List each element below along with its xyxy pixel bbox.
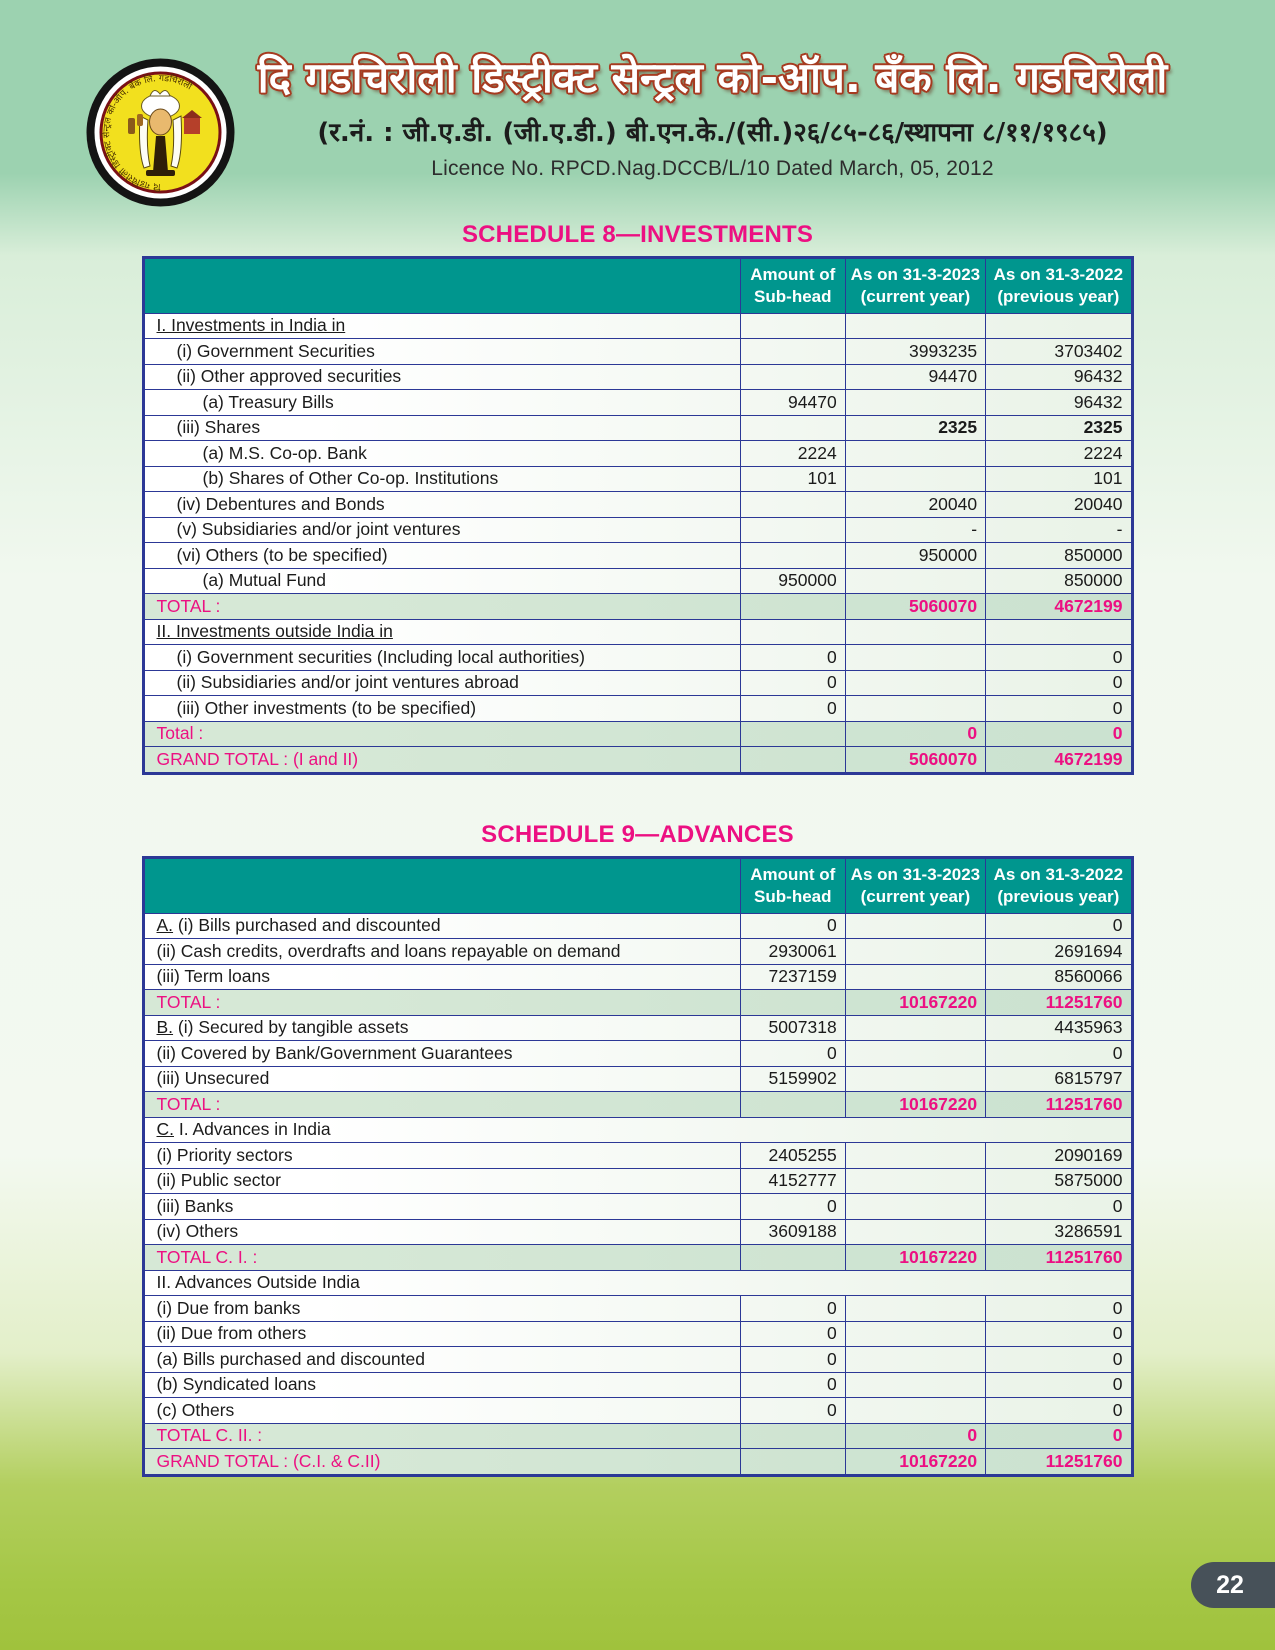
previous-year-cell: 0 [986, 670, 1132, 696]
row-label-cell: C. I. Advances in India [143, 1117, 1132, 1143]
table-header-row [143, 257, 1132, 313]
amount-subhead-cell [740, 990, 845, 1016]
amount-subhead-cell: 5159902 [740, 1066, 845, 1092]
current-year-cell [845, 568, 985, 594]
amount-subhead-cell: 0 [740, 1321, 845, 1347]
bank-licence-line: Licence No. RPCD.Nag.DCCB/L/10 Dated March, 05, 2012 [431, 156, 994, 180]
column-header: As on 31-3-2022 (previous year) [986, 257, 1132, 313]
current-year-cell [845, 1347, 985, 1373]
amount-subhead-cell [740, 594, 845, 620]
table-row [143, 364, 1132, 390]
previous-year-cell: 101 [986, 466, 1132, 492]
amount-subhead-cell [740, 721, 845, 747]
table-row [143, 1347, 1132, 1373]
previous-year-cell: 3703402 [986, 339, 1132, 365]
current-year-cell: 5060070 [845, 594, 985, 620]
table-row [143, 594, 1132, 620]
current-year-cell: 2325 [845, 415, 985, 441]
current-year-cell [845, 1143, 985, 1169]
row-label-cell: GRAND TOTAL : (C.I. & C.II) [143, 1449, 740, 1476]
previous-year-cell: 0 [986, 645, 1132, 671]
amount-subhead-cell [740, 1092, 845, 1118]
table-row [143, 339, 1132, 365]
current-year-cell [845, 1219, 985, 1245]
table-row [143, 466, 1132, 492]
amount-subhead-cell: 5007318 [740, 1015, 845, 1041]
table-row [143, 1423, 1132, 1449]
amount-subhead-cell [740, 1423, 845, 1449]
previous-year-cell: 11251760 [986, 990, 1132, 1016]
table-row [143, 568, 1132, 594]
amount-subhead-cell: 0 [740, 1347, 845, 1373]
previous-year-cell: - [986, 517, 1132, 543]
amount-subhead-cell: 0 [740, 1296, 845, 1322]
table-row [143, 1449, 1132, 1476]
table-row [143, 1143, 1132, 1169]
amount-subhead-cell: 2405255 [740, 1143, 845, 1169]
previous-year-cell: 850000 [986, 543, 1132, 569]
amount-subhead-cell: 0 [740, 1041, 845, 1067]
row-label-cell: TOTAL : [143, 1092, 740, 1118]
table-row [143, 1015, 1132, 1041]
table-header-row [143, 857, 1132, 913]
current-year-cell [845, 964, 985, 990]
previous-year-cell [986, 619, 1132, 645]
previous-year-cell: 6815797 [986, 1066, 1132, 1092]
page-number-badge [1191, 1562, 1275, 1608]
amount-subhead-cell [740, 339, 845, 365]
previous-year-cell: 0 [986, 696, 1132, 722]
previous-year-cell: 4435963 [986, 1015, 1132, 1041]
row-label-cell: (ii) Other approved securities [143, 364, 740, 390]
row-label-cell: (vi) Others (to be specified) [143, 543, 740, 569]
current-year-cell: 10167220 [845, 990, 985, 1016]
previous-year-cell: 0 [986, 1398, 1132, 1424]
row-label-cell: (i) Government Securities [143, 339, 740, 365]
table-row [143, 441, 1132, 467]
previous-year-cell [986, 313, 1132, 339]
row-label-cell: (a) Bills purchased and discounted [143, 1347, 740, 1373]
current-year-cell [845, 645, 985, 671]
row-label-cell: (iii) Unsecured [143, 1066, 740, 1092]
table-row [143, 964, 1132, 990]
amount-subhead-cell [740, 1245, 845, 1271]
current-year-cell [845, 1321, 985, 1347]
svg-text:दि गडचिरोली डिस्ट्रीक्ट सेन्ट्: दि गडचिरोली डिस्ट्रीक्ट सेन्ट्रल को-ऑप. बँक लि. गडचिरोली [102, 73, 194, 192]
previous-year-cell: 0 [986, 1423, 1132, 1449]
table-row [143, 1270, 1132, 1296]
amount-subhead-cell: 94470 [740, 390, 845, 416]
bank-emblem-graphic [84, 56, 237, 209]
row-label-cell: (ii) Public sector [143, 1168, 740, 1194]
previous-year-cell: 0 [986, 913, 1132, 939]
row-label-cell: TOTAL : [143, 594, 740, 620]
column-header: Amount of Sub-head [740, 257, 845, 313]
current-year-cell: 0 [845, 1423, 985, 1449]
current-year-cell: 20040 [845, 492, 985, 518]
page-number: 22 [1216, 1570, 1244, 1599]
amount-subhead-cell: 0 [740, 913, 845, 939]
table-row [143, 1398, 1132, 1424]
amount-subhead-cell: 2930061 [740, 939, 845, 965]
previous-year-cell: 2224 [986, 441, 1132, 467]
row-label-cell: TOTAL : [143, 990, 740, 1016]
current-year-cell [845, 939, 985, 965]
row-label-cell: I. Investments in India in [143, 313, 740, 339]
table-row [143, 492, 1132, 518]
row-label-cell: (a) M.S. Co-op. Bank [143, 441, 740, 467]
current-year-cell: 10167220 [845, 1449, 985, 1476]
amount-subhead-cell [740, 619, 845, 645]
previous-year-cell: 0 [986, 1321, 1132, 1347]
previous-year-cell: 4672199 [986, 594, 1132, 620]
amount-subhead-cell: 101 [740, 466, 845, 492]
previous-year-cell: 2090169 [986, 1143, 1132, 1169]
amount-subhead-cell: 7237159 [740, 964, 845, 990]
row-label-cell: B. (i) Secured by tangible assets [143, 1015, 740, 1041]
previous-year-cell: 5875000 [986, 1168, 1132, 1194]
current-year-cell: 10167220 [845, 1092, 985, 1118]
row-label-cell: (v) Subsidiaries and/or joint ventures [143, 517, 740, 543]
previous-year-cell: 0 [986, 1372, 1132, 1398]
row-label-cell: II. Investments outside India in [143, 619, 740, 645]
current-year-cell: 950000 [845, 543, 985, 569]
current-year-cell: 3993235 [845, 339, 985, 365]
amount-subhead-cell: 0 [740, 645, 845, 671]
amount-subhead-cell [740, 415, 845, 441]
previous-year-cell: 0 [986, 1194, 1132, 1220]
table-row [143, 1372, 1132, 1398]
schedule-8-table [142, 256, 1134, 775]
row-label-cell: A. (i) Bills purchased and discounted [143, 913, 740, 939]
table-row [143, 939, 1132, 965]
row-label-cell: (a) Treasury Bills [143, 390, 740, 416]
amount-subhead-cell: 0 [740, 670, 845, 696]
table-row [143, 1168, 1132, 1194]
current-year-cell [845, 1398, 985, 1424]
row-label-cell: (i) Priority sectors [143, 1143, 740, 1169]
table-row [143, 543, 1132, 569]
table-row [143, 1092, 1132, 1118]
row-label-cell: (iii) Other investments (to be specified) [143, 696, 740, 722]
amount-subhead-cell: 2224 [740, 441, 845, 467]
row-label-cell: (c) Others [143, 1398, 740, 1424]
table-row [143, 721, 1132, 747]
previous-year-cell: 8560066 [986, 964, 1132, 990]
column-header: As on 31-3-2023 (current year) [845, 257, 985, 313]
table-row [143, 313, 1132, 339]
row-label-cell: (a) Mutual Fund [143, 568, 740, 594]
schedule-8-title: SCHEDULE 8—INVESTMENTS [461, 220, 814, 248]
previous-year-cell: 11251760 [986, 1449, 1132, 1476]
row-label-cell: (iii) Shares [143, 415, 740, 441]
row-label-cell: (b) Syndicated loans [143, 1372, 740, 1398]
previous-year-cell: 20040 [986, 492, 1132, 518]
row-label-cell: (iii) Banks [143, 1194, 740, 1220]
previous-year-cell: 3286591 [986, 1219, 1132, 1245]
table-row [143, 913, 1132, 939]
row-label-cell: (iv) Debentures and Bonds [143, 492, 740, 518]
previous-year-cell: 2691694 [986, 939, 1132, 965]
table-row [143, 1041, 1132, 1067]
current-year-cell: 94470 [845, 364, 985, 390]
column-header: Amount of Sub-head [740, 857, 845, 913]
table-row [143, 517, 1132, 543]
current-year-cell [845, 1041, 985, 1067]
current-year-cell [845, 1194, 985, 1220]
amount-subhead-cell [740, 364, 845, 390]
table-row [143, 696, 1132, 722]
amount-subhead-cell: 4152777 [740, 1168, 845, 1194]
amount-subhead-cell: 950000 [740, 568, 845, 594]
amount-subhead-cell: 0 [740, 1194, 845, 1220]
previous-year-cell: 11251760 [986, 1245, 1132, 1271]
current-year-cell: 10167220 [845, 1245, 985, 1271]
table-row [143, 1194, 1132, 1220]
schedule-9-title: SCHEDULE 9—ADVANCES [481, 820, 794, 848]
row-label-cell: (ii) Due from others [143, 1321, 740, 1347]
previous-year-cell: 0 [986, 721, 1132, 747]
current-year-cell [845, 1168, 985, 1194]
table-row [143, 747, 1132, 774]
row-label-cell: (iv) Others [143, 1219, 740, 1245]
table-row [143, 1219, 1132, 1245]
current-year-cell: 5060070 [845, 747, 985, 774]
current-year-cell [845, 619, 985, 645]
amount-subhead-cell: 0 [740, 696, 845, 722]
row-label-cell: (b) Shares of Other Co-op. Institutions [143, 466, 740, 492]
current-year-cell [845, 390, 985, 416]
bank-registration-line: (र.नं. : जी.ए.डी. (जी.ए.डी.) बी.एन.के./(सी.)२६/८५-८६/स्थापना ८/११/१९८५) [317, 117, 1108, 148]
current-year-cell [845, 1066, 985, 1092]
column-header [143, 257, 740, 313]
current-year-cell [845, 313, 985, 339]
table-row [143, 645, 1132, 671]
current-year-cell: 0 [845, 721, 985, 747]
previous-year-cell: 0 [986, 1347, 1132, 1373]
amount-subhead-cell [740, 517, 845, 543]
previous-year-cell: 4672199 [986, 747, 1132, 774]
row-label-cell: II. Advances Outside India [143, 1270, 1132, 1296]
table-row [143, 390, 1132, 416]
bank-emblem-logo [84, 56, 237, 209]
column-header [143, 857, 740, 913]
row-label-cell: TOTAL C. II. : [143, 1423, 740, 1449]
previous-year-cell: 96432 [986, 390, 1132, 416]
current-year-cell [845, 1296, 985, 1322]
table-row [143, 1117, 1132, 1143]
previous-year-cell: 850000 [986, 568, 1132, 594]
column-header: As on 31-3-2023 (current year) [845, 857, 985, 913]
previous-year-cell: 0 [986, 1296, 1132, 1322]
row-label-cell: (iii) Term loans [143, 964, 740, 990]
table-row [143, 670, 1132, 696]
current-year-cell [845, 1015, 985, 1041]
column-header: As on 31-3-2022 (previous year) [986, 857, 1132, 913]
bank-title: दि गडचिरोली डिस्ट्रीक्ट सेन्ट्रल को-ऑप. बँक लि. गडचिरोली [257, 53, 1168, 102]
amount-subhead-cell: 0 [740, 1372, 845, 1398]
row-label-cell: Total : [143, 721, 740, 747]
amount-subhead-cell [740, 1449, 845, 1476]
current-year-cell [845, 670, 985, 696]
amount-subhead-cell: 3609188 [740, 1219, 845, 1245]
row-label-cell: TOTAL C. I. : [143, 1245, 740, 1271]
amount-subhead-cell [740, 313, 845, 339]
amount-subhead-cell [740, 543, 845, 569]
table-row [143, 990, 1132, 1016]
row-label-cell: (ii) Subsidiaries and/or joint ventures abroad [143, 670, 740, 696]
row-label-cell: (i) Government securities (Including local authorities) [143, 645, 740, 671]
amount-subhead-cell [740, 492, 845, 518]
row-label-cell: (ii) Covered by Bank/Government Guarantees [143, 1041, 740, 1067]
previous-year-cell: 96432 [986, 364, 1132, 390]
previous-year-cell: 0 [986, 1041, 1132, 1067]
current-year-cell [845, 1372, 985, 1398]
current-year-cell: - [845, 517, 985, 543]
table-row [143, 619, 1132, 645]
previous-year-cell: 2325 [986, 415, 1132, 441]
table-row [143, 1245, 1132, 1271]
row-label-cell: (i) Due from banks [143, 1296, 740, 1322]
table-row [143, 1296, 1132, 1322]
schedule-9-table [142, 856, 1134, 1477]
current-year-cell [845, 696, 985, 722]
current-year-cell [845, 441, 985, 467]
table-row [143, 1321, 1132, 1347]
amount-subhead-cell: 0 [740, 1398, 845, 1424]
amount-subhead-cell [740, 747, 845, 774]
previous-year-cell: 11251760 [986, 1092, 1132, 1118]
table-row [143, 1066, 1132, 1092]
row-label-cell: (ii) Cash credits, overdrafts and loans repayable on demand [143, 939, 740, 965]
current-year-cell [845, 913, 985, 939]
table-row [143, 415, 1132, 441]
row-label-cell: GRAND TOTAL : (I and II) [143, 747, 740, 774]
current-year-cell [845, 466, 985, 492]
